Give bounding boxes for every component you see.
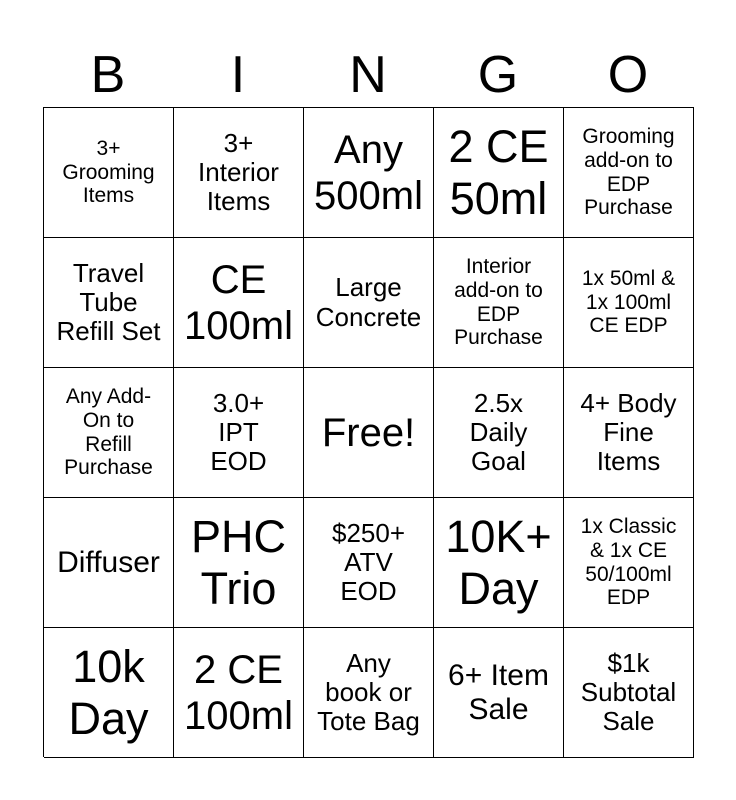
bingo-cell-r2-c4[interactable]: Interior add-on to EDP Purchase bbox=[434, 238, 564, 368]
bingo-cell-r1-c4[interactable]: 2 CE 50ml bbox=[434, 108, 564, 238]
bingo-cell-r5-c5[interactable]: $1k Subtotal Sale bbox=[564, 628, 694, 758]
bingo-cell-r5-c4[interactable]: 6+ Item Sale bbox=[434, 628, 564, 758]
bingo-cell-r4-c1[interactable]: Diffuser bbox=[44, 498, 174, 628]
bingo-cell-r4-c5[interactable]: 1x Classic & 1x CE 50/100ml EDP bbox=[564, 498, 694, 628]
bingo-cell-r5-c3[interactable]: Any book or Tote Bag bbox=[304, 628, 434, 758]
bingo-cell-r2-c1[interactable]: Travel Tube Refill Set bbox=[44, 238, 174, 368]
bingo-cell-r4-c3[interactable]: $250+ ATV EOD bbox=[304, 498, 434, 628]
bingo-cell-r5-c1[interactable]: 10k Day bbox=[44, 628, 174, 758]
bingo-cell-r1-c1[interactable]: 3+ Grooming Items bbox=[44, 108, 174, 238]
bingo-header bbox=[43, 42, 693, 108]
header-letter-g: G bbox=[477, 46, 519, 104]
header-letter-i: I bbox=[230, 46, 246, 104]
header-letter-n: N bbox=[349, 46, 387, 104]
bingo-cell-r4-c2[interactable]: PHC Trio bbox=[174, 498, 304, 628]
header-letter-o: O bbox=[607, 46, 649, 104]
bingo-grid bbox=[43, 107, 694, 757]
bingo-cell-r1-c3[interactable]: Any 500ml bbox=[304, 108, 434, 238]
bingo-cell-r2-c3[interactable]: Large Concrete bbox=[304, 238, 434, 368]
bingo-cell-r3-c2[interactable]: 3.0+ IPT EOD bbox=[174, 368, 304, 498]
bingo-cell-r3-c4[interactable]: 2.5x Daily Goal bbox=[434, 368, 564, 498]
bingo-cell-r5-c2[interactable]: 2 CE 100ml bbox=[174, 628, 304, 758]
bingo-cell-r1-c5[interactable]: Grooming add-on to EDP Purchase bbox=[564, 108, 694, 238]
bingo-cell-r1-c2[interactable]: 3+ Interior Items bbox=[174, 108, 304, 238]
bingo-cell-r3-c5[interactable]: 4+ Body Fine Items bbox=[564, 368, 694, 498]
bingo-cell-r3-c1[interactable]: Any Add- On to Refill Purchase bbox=[44, 368, 174, 498]
bingo-cell-free[interactable]: Free! bbox=[304, 368, 434, 498]
bingo-cell-r4-c4[interactable]: 10K+ Day bbox=[434, 498, 564, 628]
bingo-cell-r2-c5[interactable]: 1x 50ml & 1x 100ml CE EDP bbox=[564, 238, 694, 368]
header-letter-b: B bbox=[90, 46, 126, 104]
bingo-cell-r2-c2[interactable]: CE 100ml bbox=[174, 238, 304, 368]
